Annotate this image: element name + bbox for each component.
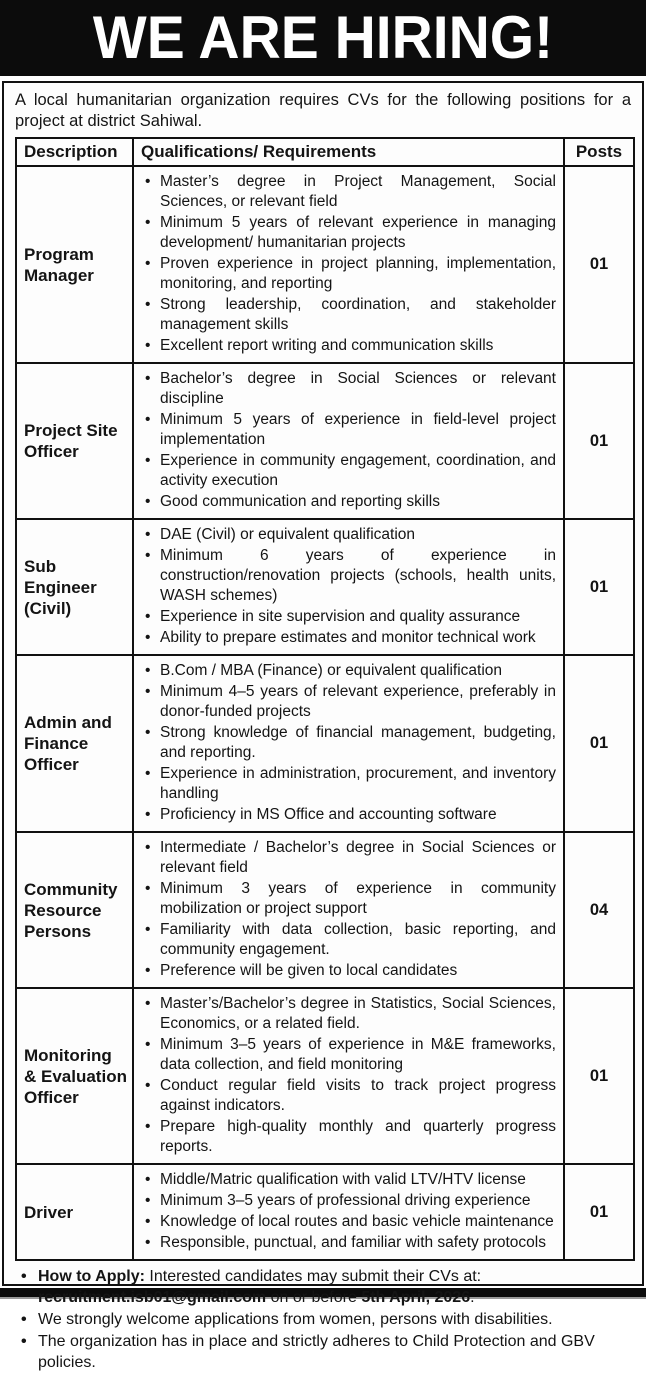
- position-title: Program Manager: [16, 166, 133, 363]
- requirement-item: • Bachelor’s degree in Social Sciences or relevant discipline: [140, 369, 556, 409]
- requirement-item: • Minimum 3–5 years of experience in M&E frameworks, data collection, and field monitoring: [140, 1035, 556, 1075]
- requirement-item: • Familiarity with data collection, basic reporting, and community engagement.: [140, 920, 556, 960]
- position-title: Monitoring & Evaluation Officer: [16, 988, 133, 1164]
- footer-note: • The organization has in place and strictly adheres to Child Protection and GBV policies.: [17, 1331, 631, 1373]
- posts-count: 01: [564, 988, 634, 1164]
- requirement-item: • Middle/Matric qualification with valid LTV/HTV license: [140, 1170, 556, 1190]
- table-row: [16, 832, 634, 988]
- requirement-item: • Intermediate / Bachelor’s degree in Social Sciences or relevant field: [140, 838, 556, 878]
- requirement-item: • Experience in community engagement, coordination, and activity execution: [140, 451, 556, 491]
- table-row: [16, 363, 634, 519]
- requirement-item: • Good communication and reporting skills: [140, 492, 556, 512]
- footer-note: • We strongly welcome applications from women, persons with disabilities.: [17, 1309, 631, 1330]
- intro-text: A local humanitarian organization requires CVs for the following positions for a project at district Sahiwal.: [15, 91, 631, 130]
- apply-end: .: [470, 1289, 475, 1306]
- requirement-item: • Master’s degree in Project Management, Social Sciences, or relevant field: [140, 172, 556, 212]
- requirements-list: [134, 989, 563, 1163]
- requirement-item: • Proficiency in MS Office and accounting software: [140, 805, 556, 825]
- position-title: Admin and Finance Officer: [16, 655, 133, 832]
- requirement-item: • Minimum 6 years of experience in construction/renovation projects (schools, health units, WASH schemes): [140, 546, 556, 606]
- content-box: [2, 81, 644, 1371]
- requirements-list: [134, 656, 563, 831]
- posts-count: 01: [564, 655, 634, 832]
- header-posts: Posts: [564, 138, 634, 166]
- position-title: Community Resource Persons: [16, 832, 133, 988]
- requirement-item: • Responsible, punctual, and familiar with safety protocols: [140, 1233, 556, 1253]
- posts-count: 01: [564, 363, 634, 519]
- requirement-item: • Proven experience in project planning, implementation, monitoring, and reporting: [140, 254, 556, 294]
- how-to-apply-item: [17, 1266, 631, 1308]
- requirement-item: • Excellent report writing and communication skills: [140, 336, 556, 356]
- apply-middle-text: on or before: [270, 1289, 357, 1306]
- requirements-list: [134, 520, 563, 654]
- positions-table: [15, 137, 635, 1261]
- requirement-item: • Minimum 3–5 years of professional driving experience: [140, 1191, 556, 1211]
- position-title: Project Site Officer: [16, 363, 133, 519]
- requirement-item: • Ability to prepare estimates and monitor technical work: [140, 628, 556, 648]
- position-title: Driver: [16, 1164, 133, 1260]
- requirement-item: • Strong leadership, coordination, and stakeholder management skills: [140, 295, 556, 335]
- table-row: [16, 519, 634, 655]
- position-title: Sub Engineer (Civil): [16, 519, 133, 655]
- table-header-row: [16, 138, 634, 166]
- positions-tbody: [16, 166, 634, 1260]
- posts-count: 01: [564, 166, 634, 363]
- page-title: WE ARE HIRING!: [92, 3, 554, 72]
- requirement-item: • Preference will be given to local candidates: [140, 961, 556, 981]
- header-qualifications: Qualifications/ Requirements: [133, 138, 564, 166]
- requirement-item: • Minimum 4–5 years of relevant experience, preferably in donor-funded projects: [140, 682, 556, 722]
- table-row: [16, 655, 634, 832]
- requirement-item: • Experience in site supervision and quality assurance: [140, 607, 556, 627]
- requirement-item: • Minimum 5 years of experience in field-level project implementation: [140, 410, 556, 450]
- apply-deadline: 5th April, 2026: [361, 1289, 471, 1306]
- requirement-item: • Strong knowledge of financial management, budgeting, and reporting.: [140, 723, 556, 763]
- requirement-item: • Knowledge of local routes and basic vehicle maintenance: [140, 1212, 556, 1232]
- how-to-apply-text: Interested candidates may submit their CVs at:: [149, 1268, 482, 1285]
- how-to-apply-label: How to Apply:: [38, 1268, 145, 1285]
- requirement-item: • Conduct regular field visits to track project progress against indicators.: [140, 1076, 556, 1116]
- requirement-item: • Experience in administration, procurement, and inventory handling: [140, 764, 556, 804]
- requirements-list: [134, 833, 563, 987]
- footer: [4, 1261, 642, 1373]
- requirement-item: • B.Com / MBA (Finance) or equivalent qualification: [140, 661, 556, 681]
- requirement-item: • Master’s/Bachelor’s degree in Statistics, Social Sciences, Economics, or a related field.: [140, 994, 556, 1034]
- posts-count: 01: [564, 1164, 634, 1260]
- requirement-item: • Minimum 3 years of experience in community mobilization or project support: [140, 879, 556, 919]
- requirement-item: • DAE (Civil) or equivalent qualification: [140, 525, 556, 545]
- requirements-list: [134, 1165, 563, 1259]
- posts-count: 04: [564, 832, 634, 988]
- hiring-banner: [0, 0, 646, 76]
- table-row: [16, 166, 634, 363]
- table-row: [16, 1164, 634, 1260]
- requirement-item: • Minimum 5 years of relevant experience in managing development/ humanitarian projects: [140, 213, 556, 253]
- requirement-item: • Prepare high-quality monthly and quarterly progress reports.: [140, 1117, 556, 1157]
- header-description: Description: [16, 138, 133, 166]
- requirements-list: [134, 167, 563, 362]
- apply-email: recruitment.isb01@gmail.com: [38, 1289, 267, 1306]
- posts-count: 01: [564, 519, 634, 655]
- requirements-list: [134, 364, 563, 518]
- table-row: [16, 988, 634, 1164]
